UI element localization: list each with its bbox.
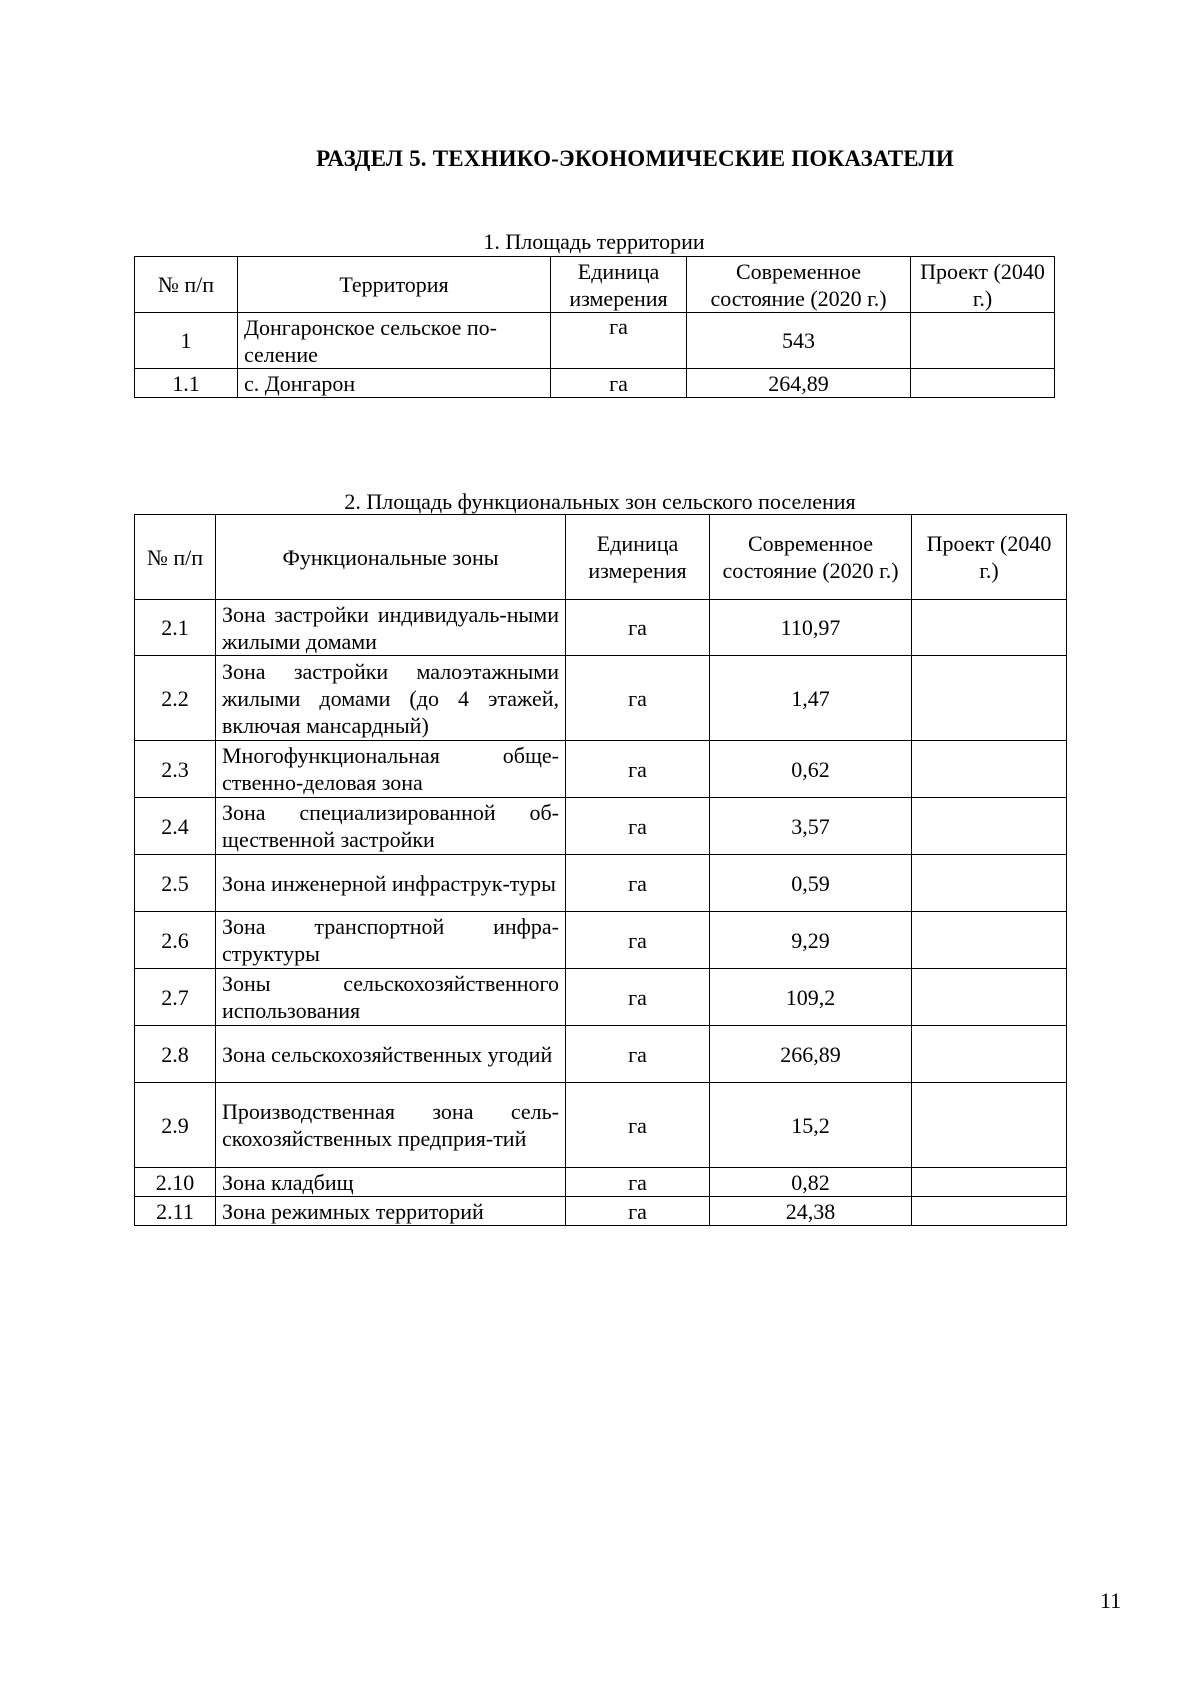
table1-caption: 1. Площадь территории <box>483 229 705 254</box>
functional-zones-table <box>134 514 1067 1226</box>
row-number: 2.11 <box>135 1197 216 1226</box>
row-number: 2.10 <box>135 1168 216 1197</box>
row-number: 1.1 <box>135 369 238 398</box>
table2-header-row <box>135 515 1067 600</box>
unit-cell: га <box>566 1026 710 1083</box>
table-row <box>135 369 1055 398</box>
row-number: 2.8 <box>135 1026 216 1083</box>
current-value: 109,2 <box>710 969 912 1026</box>
unit-cell: га <box>566 656 710 741</box>
territory-area-table <box>134 256 1055 398</box>
table2-header-current: Современное состояние (2020 г.) <box>710 515 912 600</box>
row-number: 2.7 <box>135 969 216 1026</box>
row-number: 2.3 <box>135 741 216 798</box>
page-number: 11 <box>1100 1588 1122 1613</box>
zone-name: Зона режимных территорий <box>216 1197 566 1226</box>
row-number: 2.6 <box>135 912 216 969</box>
current-value: 266,89 <box>710 1026 912 1083</box>
table2-caption: 2. Площадь функциональных зон сельского поселения <box>344 489 856 514</box>
project-value <box>912 1026 1067 1083</box>
zone-name: Многофункциональная обще-ственно-деловая зона <box>216 741 566 798</box>
page-title: РАЗДЕЛ 5. ТЕХНИКО-ЭКОНОМИЧЕСКИЕ ПОКАЗАТЕЛИ <box>316 146 954 171</box>
zone-name: Зона инженерной инфраструк-туры <box>216 855 566 912</box>
unit-cell: га <box>566 855 710 912</box>
table1-header-territory: Территория <box>238 257 551 313</box>
current-value: 0,82 <box>710 1168 912 1197</box>
unit-cell: га <box>566 741 710 798</box>
unit-cell: га <box>566 1197 710 1226</box>
table2-header-num: № п/п <box>135 515 216 600</box>
table-row <box>135 600 1067 656</box>
current-value: 0,59 <box>710 855 912 912</box>
project-value <box>912 1083 1067 1168</box>
table1-header-current: Современное состояние (2020 г.) <box>687 257 911 313</box>
project-value <box>912 855 1067 912</box>
row-number: 2.9 <box>135 1083 216 1168</box>
unit-cell: га <box>566 1168 710 1197</box>
current-value: 0,62 <box>710 741 912 798</box>
current-value: 3,57 <box>710 798 912 855</box>
row-number: 2.1 <box>135 600 216 656</box>
zone-name: Зоны сельскохозяйственного использования <box>216 969 566 1026</box>
project-value <box>912 600 1067 656</box>
current-value: 264,89 <box>687 369 911 398</box>
row-number: 1 <box>135 313 238 369</box>
zone-name: Зона специализированной об-щественной застройки <box>216 798 566 855</box>
unit-cell: га <box>566 969 710 1026</box>
project-value <box>912 1197 1067 1226</box>
table-row <box>135 1197 1067 1226</box>
territory-name: с. Донгарон <box>238 369 551 398</box>
unit-cell: га <box>551 313 687 369</box>
table2-header-project: Проект (2040 г.) <box>912 515 1067 600</box>
table-row <box>135 741 1067 798</box>
table-row <box>135 1083 1067 1168</box>
table-row <box>135 912 1067 969</box>
row-number: 2.2 <box>135 656 216 741</box>
table-row <box>135 855 1067 912</box>
current-value: 24,38 <box>710 1197 912 1226</box>
zone-name: Зона сельскохозяйственных угодий <box>216 1026 566 1083</box>
project-value <box>912 798 1067 855</box>
current-value: 543 <box>687 313 911 369</box>
zone-name: Зона застройки малоэтажными жилыми домами (до 4 этажей, включая мансардный) <box>216 656 566 741</box>
zone-name: Зона застройки индивидуаль-ными жилыми домами <box>216 600 566 656</box>
table2-header-unit: Единица измерения <box>566 515 710 600</box>
row-number: 2.5 <box>135 855 216 912</box>
current-value: 110,97 <box>710 600 912 656</box>
table1-header-num: № п/п <box>135 257 238 313</box>
project-value <box>912 969 1067 1026</box>
project-value <box>912 656 1067 741</box>
current-value: 1,47 <box>710 656 912 741</box>
table-row <box>135 313 1055 369</box>
project-value <box>912 912 1067 969</box>
unit-cell: га <box>566 912 710 969</box>
table1-header-project: Проект (2040 г.) <box>911 257 1055 313</box>
table-row <box>135 656 1067 741</box>
table2-header-zones: Функциональные зоны <box>216 515 566 600</box>
zone-name: Производственная зона сель-скохозяйственных предприя-тий <box>216 1083 566 1168</box>
zone-name: Зона кладбищ <box>216 1168 566 1197</box>
unit-cell: га <box>566 798 710 855</box>
unit-cell: га <box>551 369 687 398</box>
territory-name: Донгаронское сельское по-селение <box>238 313 551 369</box>
project-value <box>911 313 1055 369</box>
table-row <box>135 969 1067 1026</box>
row-number: 2.4 <box>135 798 216 855</box>
current-value: 9,29 <box>710 912 912 969</box>
table1-header-unit: Единица измерения <box>551 257 687 313</box>
table-row <box>135 1168 1067 1197</box>
table-row <box>135 1026 1067 1083</box>
table1-header-row <box>135 257 1055 313</box>
unit-cell: га <box>566 1083 710 1168</box>
unit-cell: га <box>566 600 710 656</box>
zone-name: Зона транспортной инфра-структуры <box>216 912 566 969</box>
project-value <box>912 1168 1067 1197</box>
project-value <box>912 741 1067 798</box>
current-value: 15,2 <box>710 1083 912 1168</box>
project-value <box>911 369 1055 398</box>
table-row <box>135 798 1067 855</box>
